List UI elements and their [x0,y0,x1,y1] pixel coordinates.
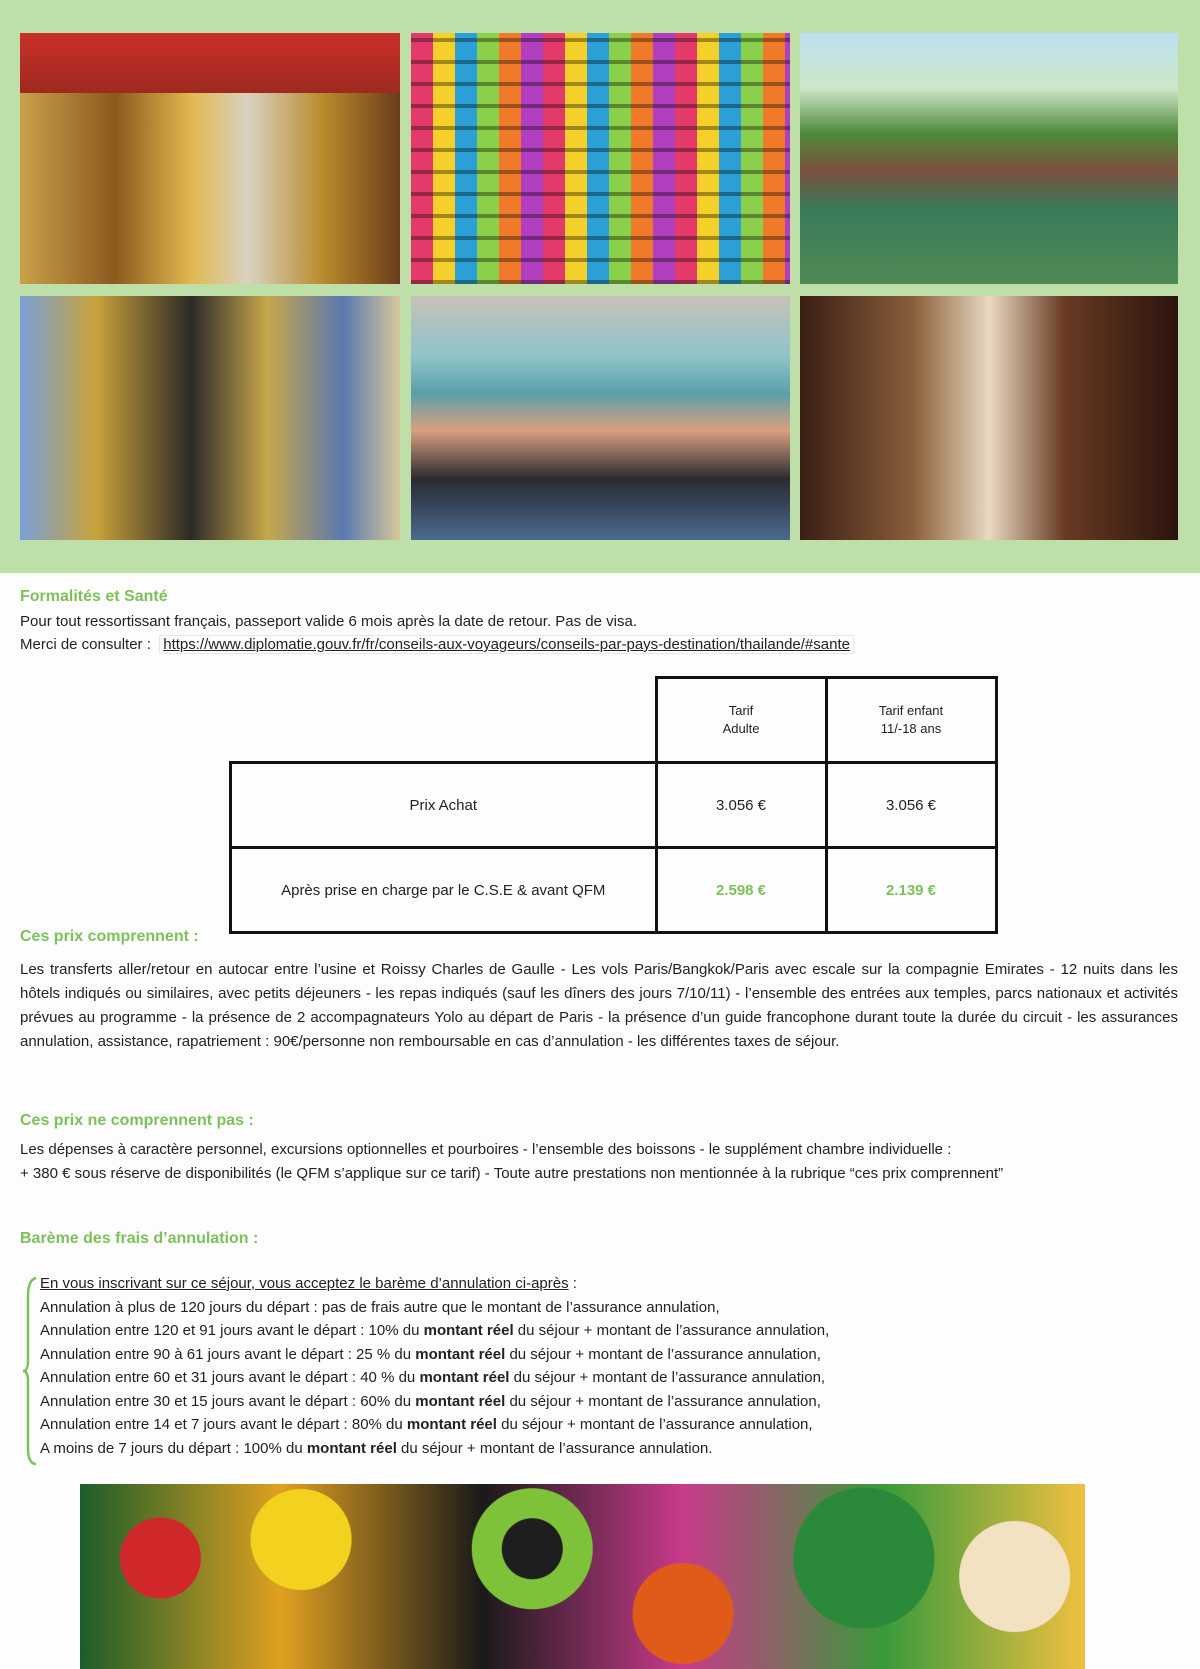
formalites-link-line [20,633,854,657]
list-item: Annulation à plus de 120 jours du départ : pas de frais autre que le montant de l’assurance annulation, [40,1298,720,1316]
thai-decorative-illustration [80,1484,1085,1669]
photo-night-market [411,33,790,284]
list-item: Annulation entre 30 et 15 jours avant le départ : 60% du montant réel du séjour + montant de l’assurance annulation, [40,1392,821,1410]
header-adult: Tarif Adulte [656,678,826,763]
formalites-heading: Formalités et Santé [20,588,168,605]
list-item: Annulation entre 90 à 61 jours avant le départ : 25 % du montant réel du séjour + montant de l’assurance annulation, [40,1345,821,1363]
photo-gallery [0,0,1200,573]
header-child: Tarif enfant 11/-18 ans [826,678,996,763]
price-table [229,676,998,934]
cancellation-list: En vous inscrivant sur ce séjour, vous acceptez le barème d’annulation ci-après : Annulation à plus de 120 jours du départ : pas de frais autre que le montant de l’assurance annulation, Annulation entre 120 et 91 jours avant le départ : 10% du montant réel du séjour + montant de l’assurance annulation, Annulation entre 90 à 61 jours avant le départ : 25 % du montant réel du séjour + montant de l’assurance annulation, Annulation entre 60 et 31 jours avant le départ : 40 % du montant réel du séjour + montant de l’assurance annulation, Annulation entre 30 et 15 jours avant le départ : 60% du montant réel du séjour + montant de l’assurance annulation, Annulation entre 14 et 7 jours avant le départ : 80% du montant réel du séjour + montant de l’assurance annulation, A moins de 7 jours du départ : 100% du montant réel du séjour + montant de l’assurance annulation. [40,1272,829,1460]
table-row: Prix Achat 3.056 € 3.056 € [231,763,997,848]
list-item: Annulation entre 120 et 91 jours avant le départ : 10% du montant réel du séjour + montant de l’assurance annulation, [40,1322,830,1339]
photo-beach-resort [800,33,1178,284]
photo-cooking-class [20,296,400,540]
cancellation-heading: Barème des frais d’annulation : [20,1230,259,1247]
photo-thai-massage [800,296,1178,540]
list-item: Annulation entre 60 et 31 jours avant le départ : 40 % du montant réel du séjour + montant de l’assurance annulation, [40,1369,826,1386]
photo-buddha-statues [20,33,400,284]
includes-heading: Ces prix comprennent : [20,928,199,945]
consult-label: Merci de consulter : [20,636,151,653]
list-item: A moins de 7 jours du départ : 100% du montant réel du séjour + montant de l’assurance annulation. [40,1439,713,1457]
table-row: Après prise en charge par le C.S.E & avant QFM 2.598 € 2.139 € [231,848,997,933]
formalites-text: Pour tout ressortissant français, passeport valide 6 mois après la date de retour. Pas de visa. [20,613,637,630]
photo-boat-trip [411,296,790,540]
curly-brace-icon [22,1276,38,1466]
diplomatie-link[interactable]: https://www.diplomatie.gouv.fr/fr/conseils-aux-voyageurs/conseils-par-pays-destination/thailande/#sante [159,635,854,654]
list-item: Annulation entre 14 et 7 jours avant le départ : 80% du montant réel du séjour + montant de l’assurance annulation, [40,1416,813,1433]
includes-text: Les transferts aller/retour en autocar entre l’usine et Roissy Charles de Gaulle - Les vols Paris/Bangkok/Paris avec escale sur la compagnie Emirates - 12 nuits dans les hôtels indiqués ou similaires, avec petits déjeuners - les repas indiqués (sauf les dîners des jours 7/10/11) - l’ensemble des entrées aux temples, parcs nationaux et activités prévues au programme - la présence de 2 accompagnateurs Yolo au départ de Paris - la présence d’un guide francophone durant toute la durée du circuit - les assurances annulation, assistance, rapatriement : 90€/personne non remboursable en cas d’annulation - les différentes taxes de séjour. [20,961,1178,1050]
excludes-heading: Ces prix ne comprennent pas : [20,1112,254,1129]
excludes-text: Les dépenses à caractère personnel, excursions optionnelles et pourboires - l’ensemble des boissons - le supplément chambre individuelle : + 380 € sous réserve de disponibilités (le QFM s’applique sur ce tarif) - Toute autre prestations non mentionnée à la rubrique “ces prix comprennent” [20,1141,1004,1182]
